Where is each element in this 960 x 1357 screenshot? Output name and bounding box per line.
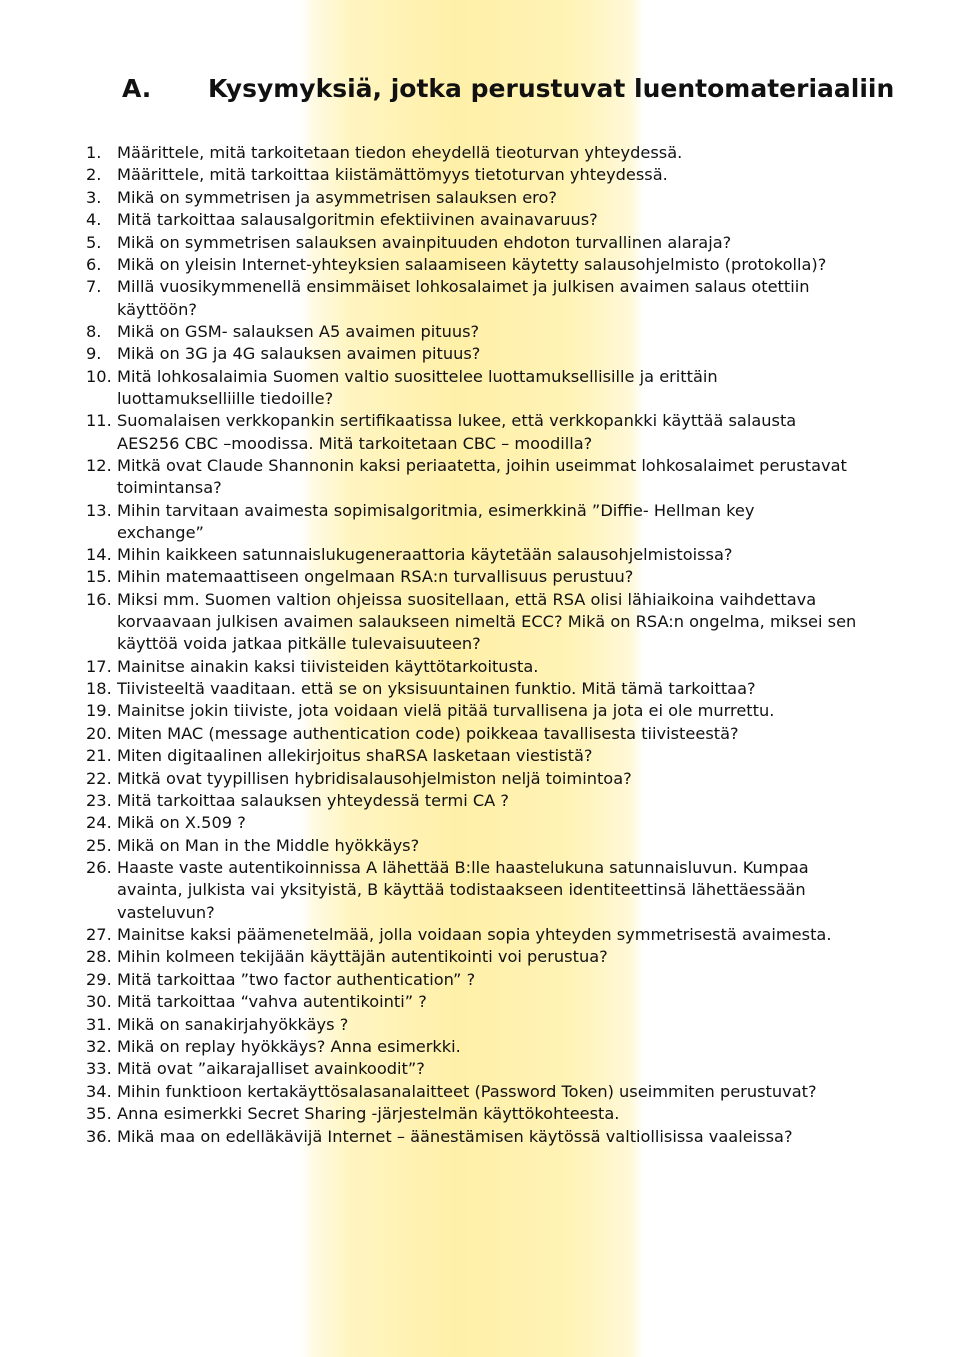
- question-number: 29.: [86, 969, 112, 989]
- question-text-line: Mikä on GSM- salauksen A5 avaimen pituus?: [117, 321, 480, 341]
- question-number: 23.: [86, 791, 112, 811]
- question-item: [86, 1126, 886, 1148]
- question-text-line: Mikä maa on edelläkävijä Internet – äänestämisen käytössä valtiollisissa vaaleissa?: [117, 1126, 793, 1146]
- question-item: [86, 276, 886, 320]
- question-number: 8.: [86, 321, 102, 341]
- question-text-line: Mihin matemaattiseen ongelmaan RSA:n turvallisuus perustuu?: [117, 567, 634, 587]
- question-text-line: Mikä on replay hyökkäys? Anna esimerkki.: [117, 1036, 461, 1056]
- question-text-line: Mitä tarkoittaa “vahva autentikointi” ?: [117, 992, 427, 1012]
- question-item: [86, 164, 886, 186]
- question-text-line: Mitä tarkoittaa ”two factor authentication” ?: [117, 969, 476, 989]
- question-item: [86, 969, 886, 991]
- question-item: [86, 656, 886, 678]
- question-text-line: korvaavaan julkisen avaimen salaukseen nimeltä ECC? Mikä on RSA:n ongelma, miksei sen: [117, 612, 857, 632]
- question-text-line: käyttöön?: [117, 299, 197, 319]
- question-text-line: Määrittele, mitä tarkoittaa kiistämättömyys tietoturvan yhteydessä.: [117, 165, 668, 185]
- question-text-line: Määrittele, mitä tarkoitetaan tiedon eheydellä tieoturvan yhteydessä.: [117, 143, 683, 162]
- question-number: 4.: [86, 210, 102, 230]
- question-number: 13.: [86, 500, 112, 520]
- question-number: 18.: [86, 679, 112, 699]
- question-number: 20.: [86, 723, 112, 743]
- question-text-line: Haaste vaste autentikoinnissa A lähettää B:lle haastelukuna satunnaisluvun. Kumpaa: [117, 858, 809, 878]
- question-item: [86, 566, 886, 588]
- question-text-line: Suomalaisen verkkopankin sertifikaatissa lukee, että verkkopankki käyttää salausta: [117, 411, 797, 431]
- question-text-line: AES256 CBC –moodissa. Mitä tarkoitetaan CBC – moodilla?: [117, 433, 593, 453]
- question-item: [86, 924, 886, 946]
- question-item: [86, 187, 886, 209]
- section-letter: A.: [122, 73, 152, 103]
- question-text-line: Mitä tarkoittaa salauksen yhteydessä termi CA ?: [117, 791, 509, 811]
- question-item: [86, 1036, 886, 1058]
- question-text-line: Mitä tarkoittaa salausalgoritmin efektiivinen avainavaruus?: [117, 210, 598, 230]
- question-item: [86, 700, 886, 722]
- question-item: [86, 991, 886, 1013]
- question-number: 21.: [86, 746, 112, 766]
- question-list: [86, 142, 886, 1148]
- question-text-line: Mikä on Man in the Middle hyökkäys?: [117, 835, 420, 855]
- question-text-line: Mihin tarvitaan avaimesta sopimisalgoritmia, esimerkkinä ”Diffie- Hellman key: [117, 500, 755, 520]
- question-item: [86, 544, 886, 566]
- question-text-line: Anna esimerkki Secret Sharing -järjestelmän käyttökohteesta.: [117, 1104, 620, 1124]
- question-number: 1.: [86, 143, 102, 162]
- question-item: [86, 812, 886, 834]
- question-item: [86, 589, 886, 656]
- question-text-line: Mihin kolmeen tekijään käyttäjän autentikointi voi perustua?: [117, 947, 608, 967]
- section-heading: [122, 72, 894, 106]
- question-item: [86, 1081, 886, 1103]
- question-item: [86, 1058, 886, 1080]
- question-text-line: Mihin kaikkeen satunnaislukugeneraattoria käytetään salausohjelmistoissa?: [117, 545, 733, 565]
- question-item: [86, 254, 886, 276]
- question-number: 15.: [86, 567, 112, 587]
- question-number: 32.: [86, 1036, 112, 1056]
- question-text-line: Mikä on sanakirjahyökkäys ?: [117, 1014, 349, 1034]
- question-item: [86, 857, 886, 924]
- question-number: 17.: [86, 656, 112, 676]
- question-number: 34.: [86, 1081, 112, 1101]
- question-text-line: Miten MAC (message authentication code) poikkeaa tavallisesta tiivisteestä?: [117, 723, 739, 743]
- question-number: 7.: [86, 277, 102, 297]
- question-number: 28.: [86, 947, 112, 967]
- question-text-line: Mitkä ovat Claude Shannonin kaksi periaatetta, joihin useimmat lohkosalaimet perustavat: [117, 455, 847, 475]
- question-item: [86, 1014, 886, 1036]
- question-number: 35.: [86, 1104, 112, 1124]
- question-text-line: vasteluvun?: [117, 902, 215, 922]
- question-number: 33.: [86, 1059, 112, 1079]
- question-text-line: Mitkä ovat tyypillisen hybridisalausohjelmiston neljä toimintoa?: [117, 768, 632, 788]
- question-number: 14.: [86, 545, 112, 565]
- question-number: 5.: [86, 232, 102, 252]
- question-text-line: exchange”: [117, 522, 204, 542]
- question-item: [86, 500, 886, 544]
- question-number: 22.: [86, 768, 112, 788]
- question-number: 10.: [86, 366, 112, 386]
- question-text-line: Tiivisteeltä vaaditaan. että se on yksisuuntainen funktio. Mitä tämä tarkoittaa?: [117, 679, 756, 699]
- question-text-line: Mikä on symmetrisen salauksen avainpituuden ehdoton turvallinen alaraja?: [117, 232, 732, 252]
- question-number: 12.: [86, 455, 112, 475]
- question-item: [86, 678, 886, 700]
- question-text-line: luottamukselliille tiedoille?: [117, 388, 334, 408]
- question-text-line: Millä vuosikymmenellä ensimmäiset lohkosalaimet ja julkisen avaimen salaus otettiin: [117, 277, 810, 297]
- question-number: 25.: [86, 835, 112, 855]
- question-item: [86, 790, 886, 812]
- question-text-line: toimintansa?: [117, 478, 222, 498]
- question-text-line: käyttöä voida jatkaa pitkälle tulevaisuuteen?: [117, 634, 481, 654]
- question-number: 26.: [86, 858, 112, 878]
- question-number: 9.: [86, 344, 102, 364]
- question-item: [86, 455, 886, 499]
- question-number: 16.: [86, 589, 112, 609]
- question-number: 24.: [86, 813, 112, 833]
- question-number: 31.: [86, 1014, 112, 1034]
- section-title: Kysymyksiä, jotka perustuvat luentomateriaaliin: [208, 73, 895, 103]
- question-text-line: Mikä on yleisin Internet-yhteyksien salaamiseen käytetty salausohjelmisto (protokolla)?: [117, 254, 827, 274]
- question-text-line: avainta, julkista vai yksityistä, B käyttää todistaakseen identiteettinsä lähettäessään: [117, 880, 806, 900]
- question-item: [86, 835, 886, 857]
- question-number: 36.: [86, 1126, 112, 1146]
- question-text-line: Mikä on 3G ja 4G salauksen avaimen pituus?: [117, 344, 481, 364]
- question-item: [86, 946, 886, 968]
- question-item: [86, 232, 886, 254]
- question-number: 2.: [86, 165, 102, 185]
- question-text-line: Miten digitaalinen allekirjoitus shaRSA lasketaan viestistä?: [117, 746, 593, 766]
- question-number: 3.: [86, 187, 102, 207]
- question-item: [86, 142, 886, 164]
- question-item: [86, 723, 886, 745]
- question-text-line: Mikä on X.509 ?: [117, 813, 246, 833]
- question-item: [86, 366, 886, 410]
- question-text-line: Mainitse ainakin kaksi tiivisteiden käyttötarkoitusta.: [117, 656, 539, 676]
- question-number: 6.: [86, 254, 102, 274]
- question-text-line: Miksi mm. Suomen valtion ohjeissa suositellaan, että RSA olisi lähiaikoina vaihdettava: [117, 589, 817, 609]
- question-item: [86, 343, 886, 365]
- question-text-line: Mihin funktioon kertakäyttösalasanalaitteet (Password Token) useimmiten perustuvat?: [117, 1081, 817, 1101]
- question-text-line: Mainitse kaksi päämenetelmää, jolla voidaan sopia yhteyden symmetrisestä avaimesta.: [117, 924, 832, 944]
- question-item: [86, 768, 886, 790]
- question-number: 11.: [86, 411, 112, 431]
- question-text-line: Mitä ovat ”aikarajalliset avainkoodit”?: [117, 1059, 425, 1079]
- question-item: [86, 321, 886, 343]
- question-text-line: Mikä on symmetrisen ja asymmetrisen salauksen ero?: [117, 187, 557, 207]
- question-text-line: Mainitse jokin tiiviste, jota voidaan vielä pitää turvallisena ja jota ei ole murrettu.: [117, 701, 775, 721]
- question-text-line: Mitä lohkosalaimia Suomen valtio suosittelee luottamuksellisille ja erittäin: [117, 366, 718, 386]
- question-number: 30.: [86, 992, 112, 1012]
- question-number: 19.: [86, 701, 112, 721]
- question-item: [86, 209, 886, 231]
- question-item: [86, 1103, 886, 1125]
- question-item: [86, 745, 886, 767]
- question-number: 27.: [86, 924, 112, 944]
- question-item: [86, 410, 886, 454]
